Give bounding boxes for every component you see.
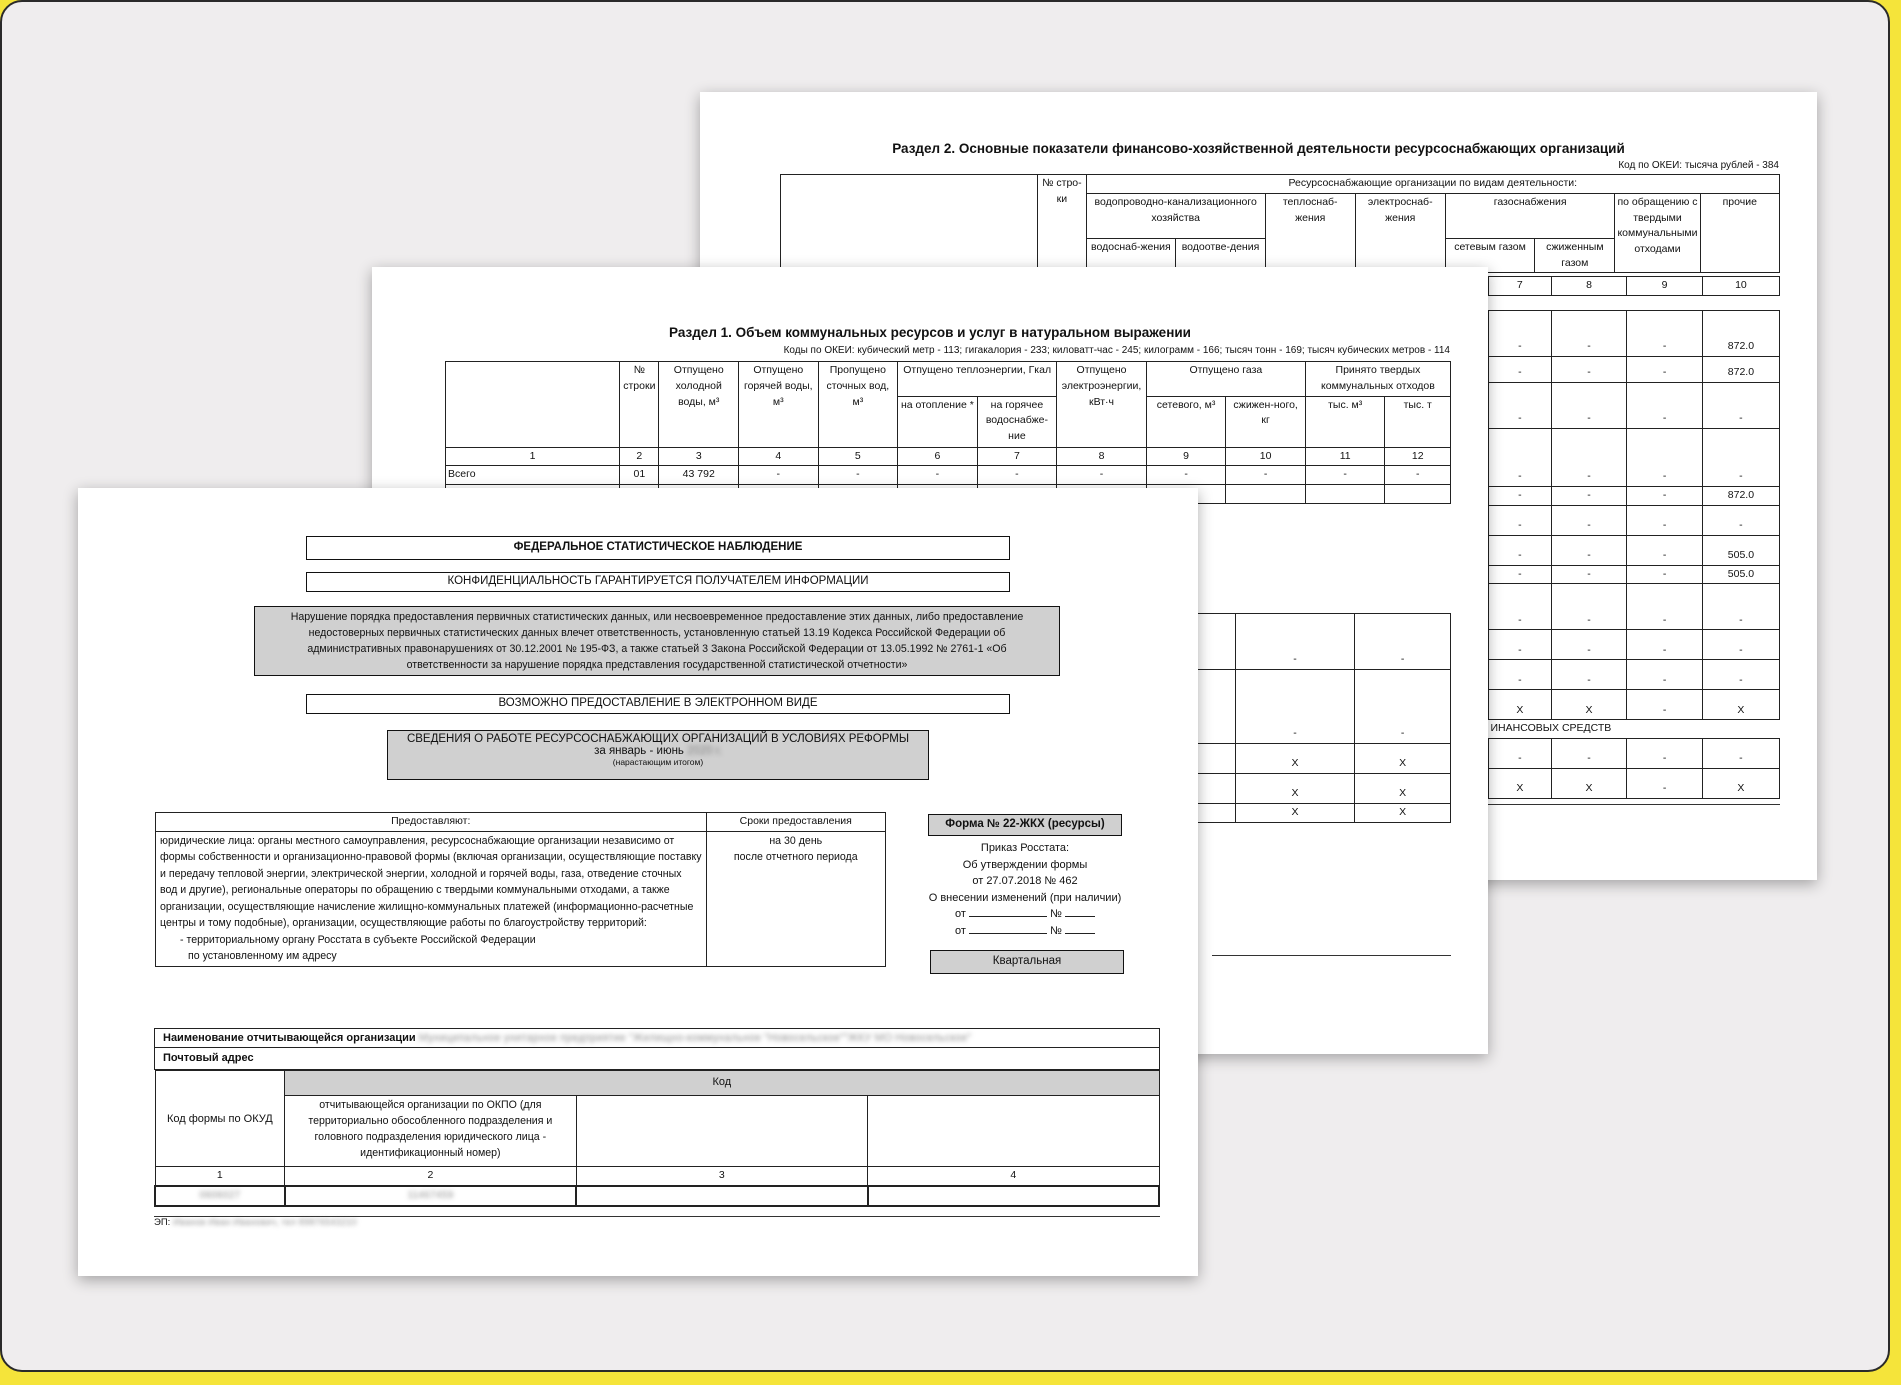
- report-period: за январь - июнь 2020 г.: [594, 745, 722, 757]
- violation-notice: Нарушение порядка предоставления первичных статистических данных, или несвоевременное предоставление этих данных, либо предоставление недостоверных первичных статистических данных влечет ответственность, установленную статьей 13.19 Кодекса Российской Федерации об административных правонарушениях от 30.12.2001 № 195-ФЗ, а также статьей 3 Закона Российской Федерации от 13.05.1992 № 2761-1 «Об ответственности за нарушение порядка представления государственной статистической отчетности»: [254, 606, 1060, 676]
- org-name-row: [154, 1028, 1160, 1048]
- org-name-label: Наименование отчитывающейся организации: [163, 1032, 416, 1044]
- org-name-value: Муниципальное унитарное предприятие "Жилищно-коммунальное "Новосельское""ЖКУ МО Новосельское": [418, 1032, 972, 1044]
- okpo-value: 11467459: [407, 1188, 454, 1201]
- postal-address-row: [154, 1048, 1160, 1070]
- order-block: Приказ Росстата: Об утверждении формы от 27.07.2018 № 462 О внесении изменений (при наличии) от № от №: [908, 840, 1142, 939]
- table-row: - - - -: [1489, 630, 1780, 660]
- providers-table: [155, 812, 886, 967]
- section2-teplo-header: теплоснаб-жения: [1265, 193, 1355, 273]
- section2-table: [780, 174, 1780, 273]
- table-row: X X: [1118, 774, 1451, 804]
- section2-group-header: Ресурсоснабжающие организации по видам деятельности:: [1086, 175, 1779, 194]
- codes-value-row: [155, 1186, 1159, 1206]
- ep-value: Иванов Иван Иванович, тел 89876543210: [172, 1217, 357, 1228]
- table-cell: 9: [1627, 277, 1703, 296]
- section1-total-row: Всего 01 43 792 - - - - - - - - -: [446, 466, 1451, 485]
- table-row: - - - 872.0: [1489, 310, 1780, 356]
- section1-heat-heating-header: на отопление *: [898, 396, 978, 447]
- table-row: - - - 872.0: [1489, 356, 1780, 382]
- table-row: X X: [1118, 804, 1451, 823]
- codes-table: [154, 1070, 1160, 1207]
- table-row: - - - -: [1489, 584, 1780, 630]
- table-row: - - - -: [1489, 660, 1780, 690]
- okud-value: 0606027: [199, 1188, 241, 1201]
- table-row: - - - 505.0: [1489, 565, 1780, 584]
- confidentiality-box: КОНФИДЕНЦИАЛЬНОСТЬ ГАРАНТИРУЕТСЯ ПОЛУЧАТЕЛЕМ ИНФОРМАЦИИ: [306, 572, 1010, 592]
- code-header: Код: [285, 1071, 1159, 1096]
- section2-values-table: [1488, 276, 1780, 799]
- section1-waste-t-header: тыс. т: [1385, 396, 1451, 447]
- section2-vodo-header: водопроводно-канализационного хозяйства: [1086, 193, 1265, 238]
- section1-heat-header: Отпущено теплоэнергии, Гкал: [898, 362, 1057, 397]
- cumulative-note: (нарастающим итогом): [612, 757, 704, 767]
- table-row: - - - -: [1489, 428, 1780, 486]
- table-row: - - - -: [1489, 505, 1780, 535]
- table-cell: 7: [1489, 277, 1552, 296]
- report-title: СВЕДЕНИЯ О РАБОТЕ РЕСУРСОСНАБЖАЮЩИХ ОРГАНИЗАЦИЙ В УСЛОВИЯХ РЕФОРМЫ: [406, 733, 910, 745]
- section1-gas-header: Отпущено газа: [1146, 362, 1305, 397]
- section1-rowno-header: № строки: [620, 362, 659, 448]
- postal-address-label: Почтовый адрес: [163, 1052, 254, 1064]
- table-row: - - - 872.0: [1489, 486, 1780, 505]
- table-row: X X: [1118, 744, 1451, 774]
- providers-header: Предоставляют:: [156, 813, 707, 832]
- section1-table: [445, 361, 1451, 504]
- report-title-box: [387, 730, 929, 780]
- section2-vodosnab-header: водоснаб-жения: [1086, 238, 1176, 273]
- section1-electro-header: Отпущено электроэнергии, кВт·ч: [1057, 362, 1147, 448]
- section2-setevym-header: сетевым газом: [1445, 238, 1534, 273]
- section2-rowno-header: № стро-ки: [1038, 175, 1086, 273]
- providers-text: юридические лица: органы местного самоуправления, ресурсоснабжающие организации независимо от формы собственности и организационно-правовой формы (включая организации, осуществляющие поставку и передачу тепловой энергии, электрической энергии, холодной и горячей воды, газа, отведение сточных вод и другие), региональные операторы по обращению с твердыми коммунальными отходами, а также организации, осуществляющие начисление жилищно-коммунальных платежей (информационно-расчетные центры и тому подобные), организации, осуществляющие работы по благоустройству территорий: - территориальному органу Росстата в субъекте Российской Федерации по установленному им адресу: [156, 831, 707, 966]
- table-cell: 8: [1551, 277, 1627, 296]
- okud-label: Код формы по ОКУД: [155, 1071, 285, 1167]
- section1-sewage-header: Пропущено сточных вод, м³: [818, 362, 898, 448]
- section1-gas-liq-header: сжижен-ного, кг: [1226, 396, 1306, 447]
- quarterly-box: Квартальная: [930, 950, 1124, 974]
- section2-szhizh-header: сжиженным газом: [1535, 238, 1615, 273]
- deadline-header: Сроки предоставления: [706, 813, 885, 832]
- section2-prochie-header: прочие: [1700, 193, 1780, 273]
- section1-okei-note: Коды по ОКЕИ: кубический метр - 113; гигакалория - 233; киловатт-час - 245; килограмм - 166; тысяч тонн - 169; тысяч кубических метров - 114: [783, 345, 1450, 356]
- section2-title: Раздел 2. Основные показатели финансово-хозяйственной деятельности ресурсоснабжающих организаций: [892, 141, 1625, 156]
- section2-finance-note: ИНАНСОВЫХ СРЕДСТВ: [1489, 720, 1780, 739]
- table-cell: 10: [1702, 277, 1779, 296]
- section1-waste-m3-header: тыс. м³: [1305, 396, 1385, 447]
- section2-gaz-header: газоснабжения: [1445, 193, 1615, 238]
- table-row: X X - X: [1489, 690, 1780, 720]
- section2-colnum-row: [1489, 277, 1780, 296]
- section2-okei-note: Код по ОКЕИ: тысяча рублей - 384: [1618, 160, 1779, 171]
- ep-signature: ЭП: Иванов Иван Иванович, тел 89876543210: [154, 1217, 357, 1228]
- table-row: - - - 505.0: [1489, 535, 1780, 565]
- table-row: - - - -: [1489, 382, 1780, 428]
- section2-tko-header: по обращению с твердыми коммунальными отходами: [1615, 193, 1700, 273]
- section1-colnum-row: 1 2 3 4 5 6 7 8 9 10 11 12: [446, 447, 1451, 466]
- table-row: - - - -: [1489, 739, 1780, 769]
- section1-waste-header: Принято твердых коммунальных отходов: [1305, 362, 1450, 397]
- section1-bottom-line: [1212, 955, 1451, 956]
- codes-colnum-row: 1 2 3 4: [155, 1167, 1159, 1186]
- report-year: 2020 г.: [687, 745, 722, 757]
- section1-hot-water-header: Отпущено горячей воды, м³: [739, 362, 819, 448]
- amendment-line-1: от №: [908, 906, 1142, 923]
- section1-cold-water-header: Отпущено холодной воды, м³: [659, 362, 739, 448]
- section2-elektro-header: электроснаб-жения: [1355, 193, 1445, 273]
- deadline-text: на 30 день после отчетного периода: [706, 831, 885, 966]
- section1-gas-net-header: сетевого, м³: [1146, 396, 1226, 447]
- cover-sheet: [78, 488, 1198, 1276]
- table-row: X X - X: [1489, 769, 1780, 799]
- table-row: - -: [1118, 614, 1451, 670]
- amendment-line-2: от №: [908, 923, 1142, 940]
- section1-title: Раздел 1. Объем коммунальных ресурсов и услуг в натуральном выражении: [669, 325, 1191, 340]
- section1-heat-hotwater-header: на горячее водоснабже-ние: [977, 396, 1057, 447]
- section2-bottom-line: [1488, 804, 1780, 805]
- okpo-label: отчитывающейся организации по ОКПО (для территориально обособленного подразделения и головного подразделения юридического лица - идентификационный номер): [285, 1096, 576, 1167]
- electronic-box: ВОЗМОЖНО ПРЕДОСТАВЛЕНИЕ В ЭЛЕКТРОННОМ ВИДЕ: [306, 694, 1010, 714]
- federal-observation-box: ФЕДЕРАЛЬНОЕ СТАТИСТИЧЕСКОЕ НАБЛЮДЕНИЕ: [306, 536, 1010, 560]
- section2-vodootved-header: водоотве-дения: [1176, 238, 1266, 273]
- table-row: - -: [1118, 670, 1451, 744]
- form-number-box: Форма № 22-ЖКХ (ресурсы): [928, 814, 1122, 836]
